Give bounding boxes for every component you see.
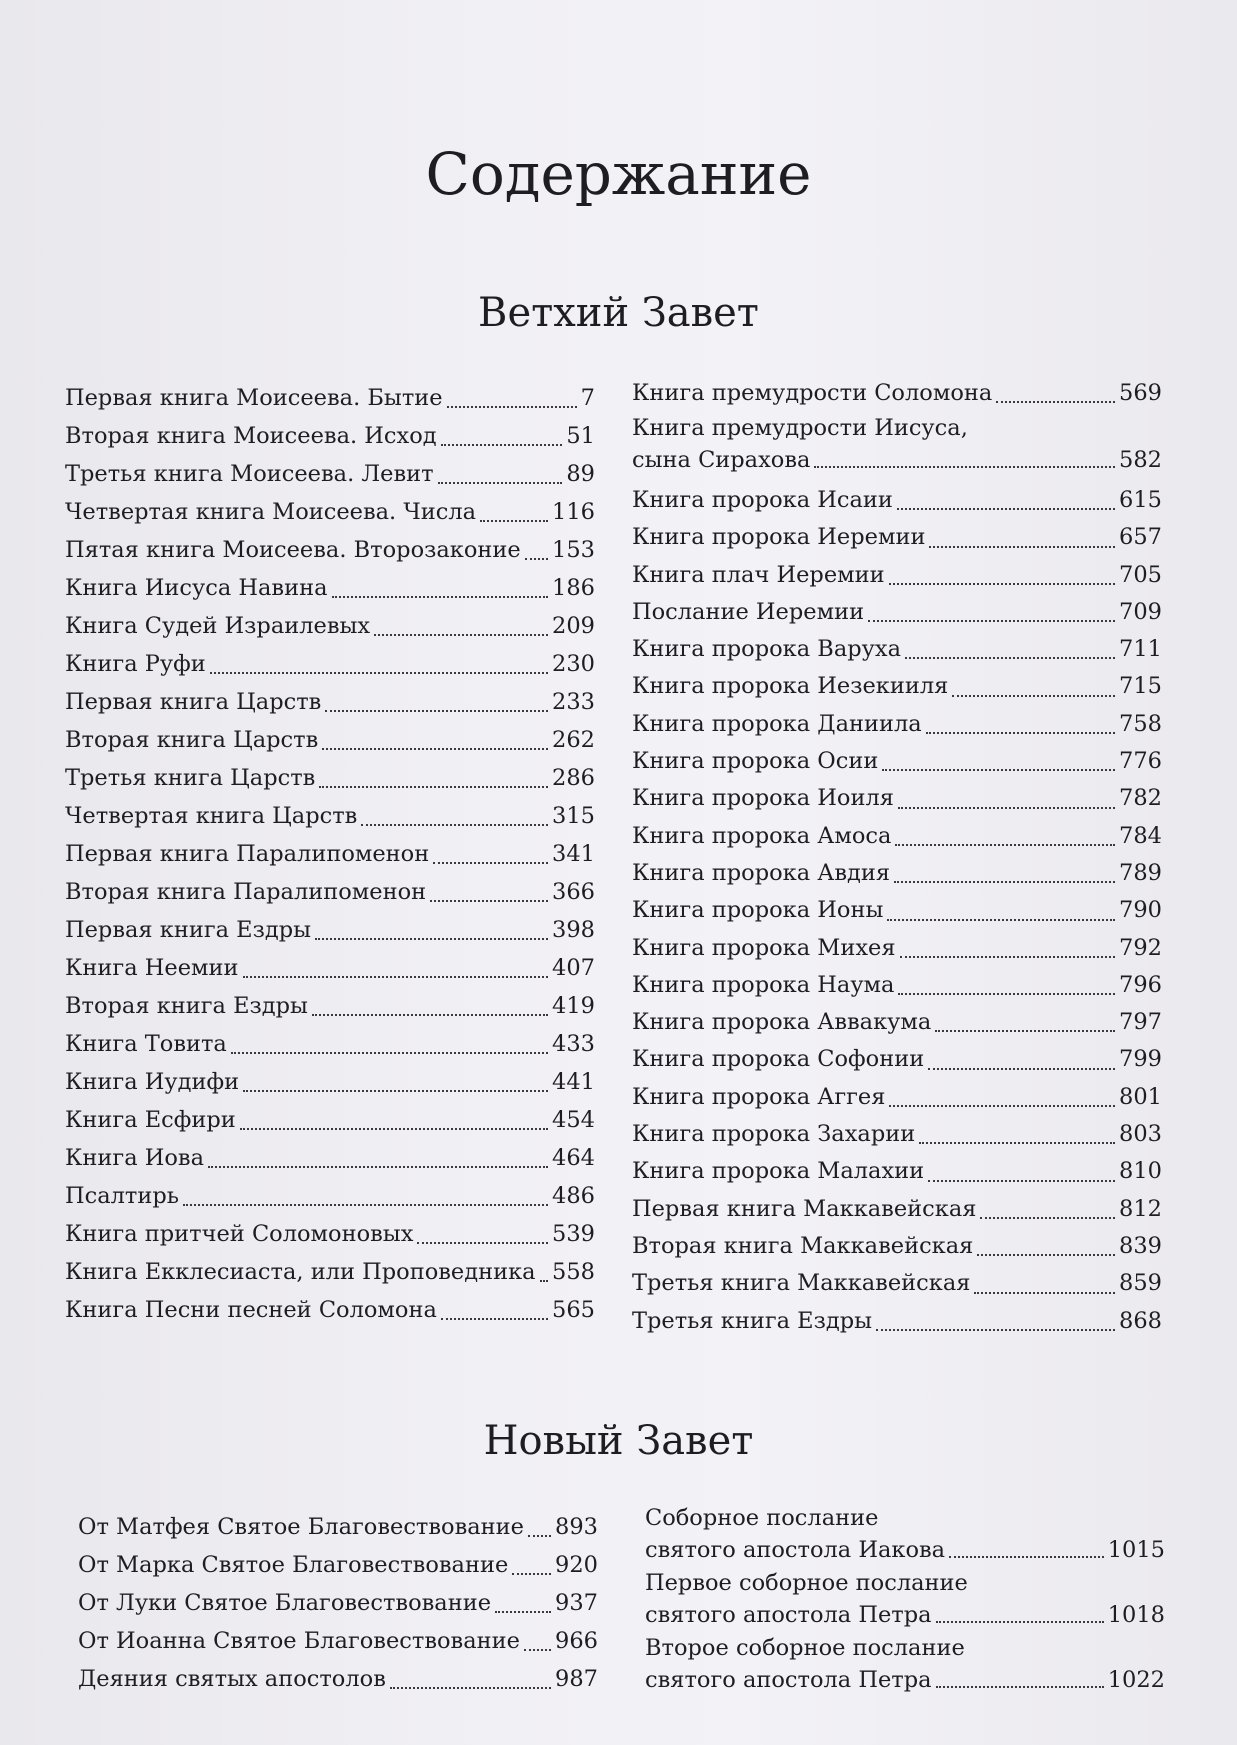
toc-entry-title: Первая книга Паралипоменон [65, 841, 430, 867]
toc-entry-title-line2: святого апостола Петра [645, 1667, 932, 1693]
toc-entry [65, 645, 595, 683]
toc-entry-title: Третья книга Ездры [632, 1307, 873, 1334]
toc-leader-dots [312, 1014, 548, 1016]
toc-entry [632, 780, 1162, 817]
toc-entry-title: Книга пророка Амоса [632, 822, 892, 849]
toc-entry-page: 1015 [1107, 1537, 1165, 1563]
toc-entry-page: 419 [552, 993, 595, 1019]
toc-entry-page: 711 [1119, 636, 1162, 663]
toc-entry [78, 1546, 598, 1584]
toc-entry-page: 539 [552, 1221, 595, 1247]
toc-entry [78, 1584, 598, 1622]
toc-entry-title-line1: Соборное послание [645, 1505, 879, 1531]
toc-entry [645, 1502, 1165, 1567]
toc-entry-page: 987 [555, 1666, 598, 1692]
toc-leader-dots [524, 1649, 551, 1651]
toc-leader-dots [868, 620, 1115, 622]
toc-entry [65, 417, 595, 455]
toc-entry-page: 262 [552, 727, 595, 753]
toc-entry-page: 582 [1119, 447, 1162, 473]
toc-entry-page: 792 [1119, 934, 1162, 961]
toc-leader-dots [980, 1217, 1115, 1219]
toc-leader-dots [996, 401, 1115, 403]
toc-entry [65, 379, 595, 417]
toc-entry-page: 454 [552, 1107, 595, 1133]
toc-entry [65, 797, 595, 835]
toc-leader-dots [480, 520, 548, 522]
toc-entry-title-line1: Книга премудрости Иисуса, [632, 415, 968, 441]
toc-entry-title: Третья книга Царств [65, 765, 316, 791]
toc-entry [65, 1177, 595, 1215]
toc-entry-title: Четвертая книга Царств [65, 803, 358, 829]
toc-leader-dots [897, 508, 1115, 510]
toc-leader-dots [240, 1128, 548, 1130]
toc-entry [632, 1079, 1162, 1116]
toc-entry-page: 937 [555, 1590, 598, 1616]
toc-leader-dots [935, 1030, 1115, 1032]
toc-entry [632, 706, 1162, 743]
toc-leader-dots [919, 1142, 1115, 1144]
toc-entry-title: Книга пророка Ионы [632, 897, 884, 924]
toc-entry-title: Вторая книга Ездры [65, 993, 308, 1019]
toc-leader-dots [936, 1686, 1104, 1688]
toc-entry-title: Первая книга Моисеева. Бытие [65, 385, 443, 411]
toc-leader-dots [936, 1621, 1104, 1623]
toc-entry-page: 441 [552, 1069, 595, 1095]
toc-entry [632, 1265, 1162, 1302]
toc-entry-title-line1: Второе соборное послание [645, 1635, 965, 1661]
toc-leader-dots [183, 1204, 548, 1206]
toc-entry-title: Первая книга Ездры [65, 917, 312, 943]
toc-entry-page: 51 [566, 423, 595, 449]
toc-leader-dots [887, 919, 1115, 921]
toc-leader-dots [495, 1611, 551, 1613]
toc-entry-page: 796 [1119, 971, 1162, 998]
toc-leader-dots [208, 1166, 548, 1168]
toc-entry [632, 892, 1162, 929]
toc-entry-title: Книга пророка Авдия [632, 859, 891, 886]
toc-entry-page: 209 [552, 613, 595, 639]
toc-entry-title: Первая книга Маккавейская [632, 1195, 977, 1222]
toc-entry [65, 493, 595, 531]
toc-entry [65, 1063, 595, 1101]
toc-entry-page: 801 [1119, 1083, 1162, 1110]
toc-entry [632, 930, 1162, 967]
toc-entry-title: Книга премудрости Соломона [632, 380, 993, 406]
toc-entry [632, 967, 1162, 1004]
toc-entry-title: Книга Екклесиаста, или Проповедника [65, 1259, 536, 1285]
toc-entry [65, 1139, 595, 1177]
toc-leader-dots [540, 1280, 548, 1282]
toc-leader-dots [433, 862, 548, 864]
toc-leader-dots [952, 695, 1115, 697]
toc-entry-page: 116 [552, 499, 595, 525]
toc-entry-title: Книга Иова [65, 1145, 205, 1171]
toc-entry [632, 1041, 1162, 1078]
toc-leader-dots [889, 583, 1115, 585]
toc-entry-title: От Марка Святое Благовествование [78, 1552, 509, 1578]
toc-entry-title: Книга пророка Осии [632, 748, 879, 775]
toc-entry [65, 759, 595, 797]
toc-entry-page: 797 [1119, 1009, 1162, 1036]
toc-entry-title: Вторая книга Царств [65, 727, 319, 753]
toc-entry-page: 565 [552, 1297, 595, 1323]
toc-entry-page: 1018 [1107, 1602, 1165, 1628]
toc-entry-title: От Матфея Святое Благовествование [78, 1514, 524, 1540]
toc-leader-dots [894, 881, 1115, 883]
toc-leader-dots [876, 1329, 1115, 1331]
new-testament-right-column [645, 1502, 1165, 1697]
toc-entry-page: 286 [552, 765, 595, 791]
toc-leader-dots [417, 1242, 548, 1244]
toc-entry-page: 366 [552, 879, 595, 905]
toc-entry-title: Книга Песни песней Соломона [65, 1297, 437, 1323]
toc-leader-dots [374, 634, 548, 636]
toc-entry [645, 1567, 1165, 1632]
toc-entry [78, 1660, 598, 1698]
toc-entry [65, 1215, 595, 1253]
toc-entry-title-line2: святого апостола Петра [645, 1602, 932, 1628]
toc-leader-dots [928, 1068, 1115, 1070]
toc-leader-dots [926, 732, 1115, 734]
toc-entry-title: Четвертая книга Моисеева. Числа [65, 499, 477, 525]
toc-entry [65, 1025, 595, 1063]
toc-entry-title-line1: Первое соборное послание [645, 1570, 968, 1596]
toc-entry-title: Книга пророка Михея [632, 934, 896, 961]
toc-entry [645, 1632, 1165, 1697]
toc-leader-dots [322, 748, 548, 750]
toc-entry-title: Вторая книга Паралипоменон [65, 879, 427, 905]
toc-entry-title: Книга Есфири [65, 1107, 236, 1133]
toc-leader-dots [949, 1556, 1104, 1558]
toc-entry-page: 615 [1119, 487, 1162, 513]
toc-leader-dots [898, 993, 1115, 995]
toc-entry-title: Книга пророка Наума [632, 971, 895, 998]
toc-leader-dots [900, 956, 1116, 958]
toc-entry-title: Книга Судей Израилевых [65, 613, 371, 639]
toc-entry-title: Деяния святых апостолов [78, 1666, 386, 1692]
toc-leader-dots [243, 976, 549, 978]
new-testament-heading: Новый Завет [483, 1418, 754, 1464]
toc-leader-dots [525, 558, 548, 560]
toc-entry-title: Книга пророка Иоиля [632, 785, 894, 812]
toc-entry [65, 455, 595, 493]
toc-entry-page: 398 [552, 917, 595, 943]
toc-entry [632, 1228, 1162, 1265]
toc-entry-title: Послание Иеремии [632, 598, 865, 625]
toc-entry-title: Книга пророка Иеремии [632, 524, 926, 551]
toc-entry-title: От Иоанна Святое Благовествование [78, 1628, 520, 1654]
toc-entry [632, 1303, 1162, 1340]
toc-entry [65, 569, 595, 607]
toc-leader-dots [325, 710, 548, 712]
toc-entry [65, 949, 595, 987]
toc-leader-dots [319, 786, 548, 788]
toc-entry-title: Третья книга Моисеева. Левит [65, 461, 434, 487]
toc-leader-dots [889, 1105, 1115, 1107]
toc-entry-title-line2: святого апостола Иакова [645, 1537, 946, 1563]
toc-entry [632, 594, 1162, 631]
toc-entry [65, 531, 595, 569]
toc-entry-page: 812 [1119, 1195, 1162, 1222]
toc-entry [632, 519, 1162, 556]
toc-entry-title: Вторая книга Моисеева. Исход [65, 423, 437, 449]
toc-entry-title: Книга пророка Варуха [632, 636, 901, 663]
toc-entry-page: 709 [1119, 598, 1162, 625]
toc-entry [65, 1101, 595, 1139]
toc-leader-dots [447, 406, 577, 408]
toc-entry-page: 803 [1119, 1121, 1162, 1148]
toc-entry [632, 1116, 1162, 1153]
toc-entry-page: 233 [552, 689, 595, 715]
toc-entry-title: Пятая книга Моисеева. Второзаконие [65, 537, 521, 563]
toc-entry-page: 230 [552, 651, 595, 677]
toc-entry [65, 987, 595, 1025]
toc-entry [632, 818, 1162, 855]
toc-entry-title: От Луки Святое Благовествование [78, 1590, 492, 1616]
toc-leader-dots [928, 1180, 1115, 1182]
toc-leader-dots [512, 1573, 551, 1575]
toc-entry-title: Книга пророка Аввакума [632, 1009, 932, 1036]
toc-entry-page: 464 [552, 1145, 595, 1171]
toc-entry [632, 374, 1162, 412]
toc-entry [632, 855, 1162, 892]
toc-leader-dots [528, 1535, 551, 1537]
toc-leader-dots [977, 1254, 1115, 1256]
toc-entry [632, 1004, 1162, 1041]
toc-entry-title: Книга пророка Захарии [632, 1121, 916, 1148]
toc-entry-page: 920 [555, 1552, 598, 1578]
toc-entry [65, 721, 595, 759]
toc-entry-title: Книга Неемии [65, 955, 239, 981]
toc-entry [65, 911, 595, 949]
toc-leader-dots [441, 1318, 548, 1320]
toc-entry-title: Третья книга Маккавейская [632, 1270, 971, 1297]
toc-entry-page: 784 [1119, 822, 1162, 849]
toc-entry-page: 705 [1119, 561, 1162, 588]
toc-entry-page: 758 [1119, 710, 1162, 737]
toc-entry-page: 558 [552, 1259, 595, 1285]
toc-entry-page: 89 [566, 461, 595, 487]
toc-entry-page: 715 [1119, 673, 1162, 700]
toc-entry-title: Вторая книга Маккавейская [632, 1232, 974, 1259]
toc-entry-page: 839 [1119, 1232, 1162, 1259]
toc-entry [65, 835, 595, 873]
toc-leader-dots [430, 900, 548, 902]
toc-entry-title: Книга пророка Исаии [632, 487, 893, 513]
toc-entry-title: Книга пророка Малахии [632, 1158, 925, 1185]
toc-leader-dots [895, 844, 1115, 846]
toc-entry-title: Книга плач Иеремии [632, 561, 885, 588]
toc-entry-title: Книга притчей Соломоновых [65, 1221, 414, 1247]
toc-entry [78, 1508, 598, 1546]
toc-entry-page: 153 [552, 537, 595, 563]
toc-entry-title: Книга Иисуса Навина [65, 575, 328, 601]
toc-leader-dots [974, 1292, 1115, 1294]
toc-entry-page: 790 [1119, 897, 1162, 924]
toc-entry-title: Первая книга Царств [65, 689, 322, 715]
toc-entry-page: 657 [1119, 524, 1162, 551]
toc-entry-page: 186 [552, 575, 595, 601]
toc-entry-page: 782 [1119, 785, 1162, 812]
toc-leader-dots [243, 1090, 548, 1092]
toc-leader-dots [438, 482, 563, 484]
toc-leader-dots [882, 769, 1115, 771]
toc-leader-dots [905, 657, 1115, 659]
toc-entry-title: Псалтирь [65, 1183, 180, 1209]
toc-entry [65, 683, 595, 721]
toc-entry-page: 789 [1119, 859, 1162, 886]
toc-entry [65, 1291, 595, 1329]
toc-leader-dots [332, 596, 549, 598]
toc-entry [65, 607, 595, 645]
toc-entry-page: 569 [1119, 380, 1162, 406]
toc-leader-dots [390, 1687, 551, 1689]
toc-entry-page: 407 [552, 955, 595, 981]
toc-entry-page: 341 [552, 841, 595, 867]
toc-leader-dots [231, 1052, 548, 1054]
new-testament-left-column [78, 1508, 598, 1698]
toc-leader-dots [315, 938, 548, 940]
toc-entry-page: 966 [555, 1628, 598, 1654]
toc-entry [65, 1253, 595, 1291]
toc-entry-page: 486 [552, 1183, 595, 1209]
toc-entry-page: 433 [552, 1031, 595, 1057]
toc-leader-dots [441, 444, 563, 446]
toc-leader-dots [361, 824, 548, 826]
toc-entry-page: 868 [1119, 1307, 1162, 1334]
toc-entry [632, 631, 1162, 668]
toc-entry-page: 1022 [1107, 1667, 1165, 1693]
toc-entry [632, 557, 1162, 594]
toc-leader-dots [898, 807, 1115, 809]
old-testament-right-column [632, 374, 1162, 1340]
toc-leader-dots [929, 546, 1115, 548]
toc-entry [632, 482, 1162, 519]
toc-entry-page: 315 [552, 803, 595, 829]
toc-entry [632, 1191, 1162, 1228]
page-title: Содержание [425, 140, 812, 208]
toc-entry [632, 668, 1162, 705]
toc-entry-page: 776 [1119, 748, 1162, 775]
toc-entry-title: Книга Иудифи [65, 1069, 240, 1095]
toc-entry-title: Книга Руфи [65, 651, 206, 677]
toc-entry-title: Книга пророка Даниила [632, 710, 922, 737]
toc-entry-title-line2: сына Сирахова [632, 447, 811, 473]
toc-entry [78, 1622, 598, 1660]
old-testament-left-column [65, 379, 595, 1329]
toc-leader-dots [210, 672, 548, 674]
toc-leader-dots [814, 466, 1115, 468]
toc-entry-title: Книга Товита [65, 1031, 227, 1057]
toc-entry-page: 810 [1119, 1158, 1162, 1185]
toc-entry [632, 1153, 1162, 1190]
toc-entry-title: Книга пророка Иезекииля [632, 673, 949, 700]
toc-entry-title: Книга пророка Аггея [632, 1083, 886, 1110]
toc-entry-page: 893 [555, 1514, 598, 1540]
toc-entry [632, 743, 1162, 780]
toc-entry [65, 873, 595, 911]
toc-entry-page: 7 [580, 385, 595, 411]
old-testament-heading: Ветхий Завет [478, 290, 759, 336]
toc-entry-title: Книга пророка Софонии [632, 1046, 925, 1073]
toc-entry-page: 799 [1119, 1046, 1162, 1073]
toc-entry-page: 859 [1119, 1270, 1162, 1297]
toc-entry [632, 412, 1162, 482]
